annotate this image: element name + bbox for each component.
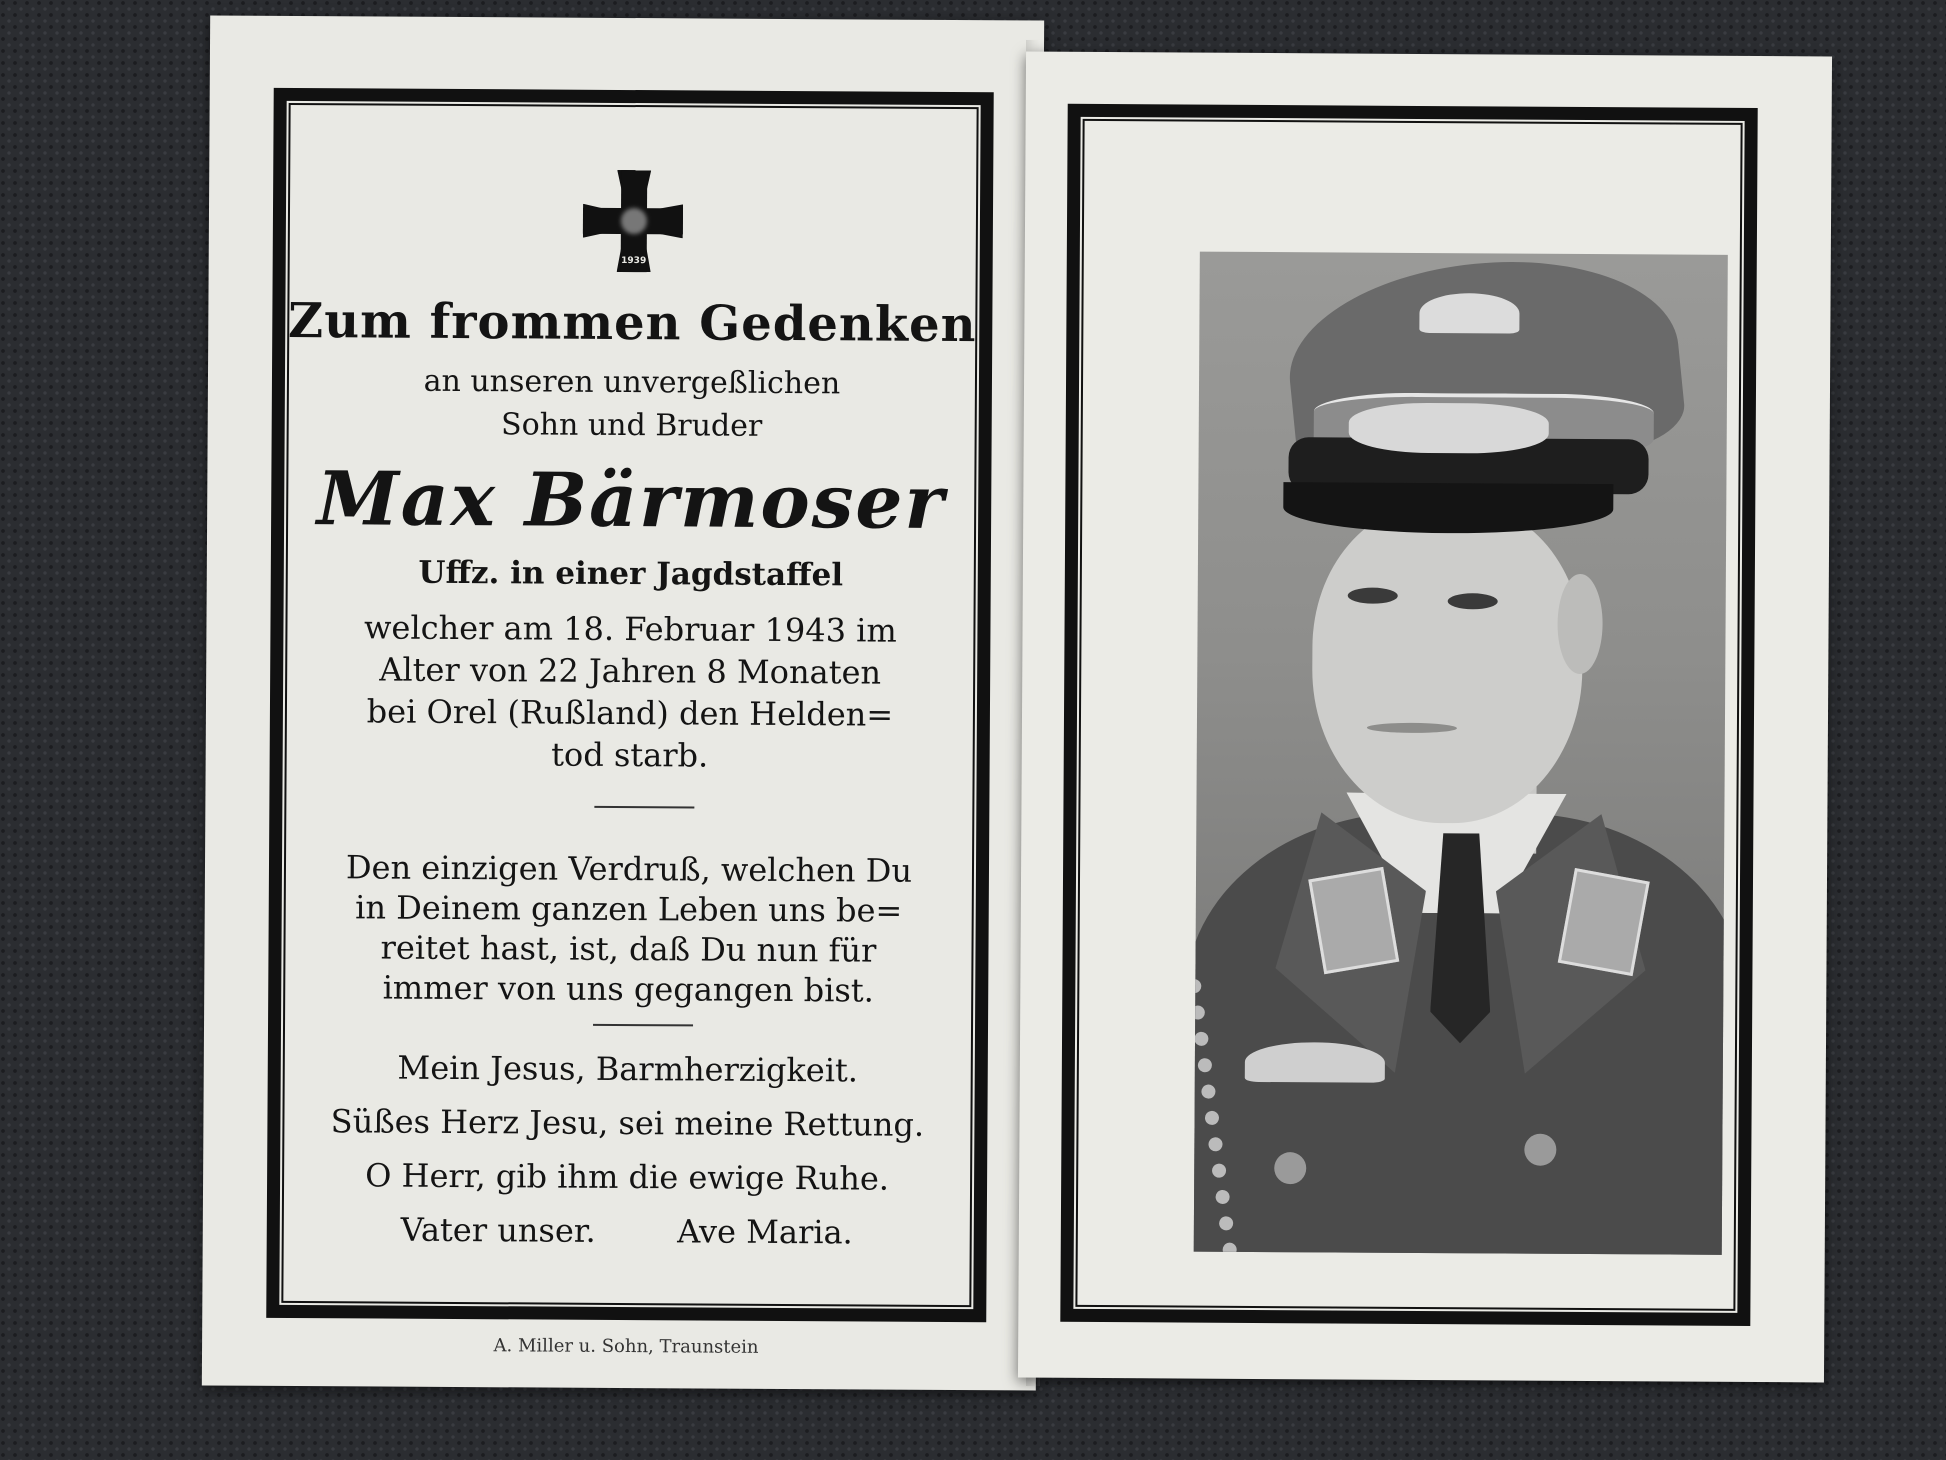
memorial-text: [266, 88, 994, 1322]
subtitle-line: an unseren unvergeßlichen: [423, 363, 841, 402]
iron-cross-icon: [583, 170, 684, 273]
verse-line: in Deinem ganzen Leben uns be=: [355, 888, 903, 930]
memorial-card-right-page: [1018, 52, 1832, 1383]
black-border-frame: [1060, 104, 1757, 1326]
prayer-line: Süßes Herz Jesu, sei meine Rettung.: [330, 1102, 925, 1144]
death-text-line: welcher am 18. Februar 1943 im: [363, 608, 897, 650]
death-text-line: Alter von 22 Jahren 8 Monaten: [379, 650, 882, 692]
verse-line: Den einzigen Verdruß, welchen Du: [345, 848, 913, 890]
death-text-line: tod starb.: [551, 735, 709, 775]
prayer-line: O Herr, gib ihm die ewige Ruhe.: [365, 1156, 890, 1198]
military-rank: Uffz. in einer Jagdstaffel: [418, 554, 844, 594]
printer-imprint: A. Miller u. Sohn, Traunstein: [493, 1335, 759, 1358]
divider: [594, 806, 694, 809]
verse-line: immer von uns gegangen bist.: [382, 968, 874, 1010]
portrait-photo: [1194, 252, 1728, 1255]
subtitle-line: Sohn und Bruder: [500, 407, 763, 444]
heading: Zum frommen Gedenken: [287, 292, 977, 354]
emblem-year: 1939: [621, 255, 647, 267]
death-text-line: bei Orel (Rußland) den Helden=: [366, 692, 894, 734]
prayer-line: Vater unser. Ave Maria.: [400, 1210, 853, 1252]
verse-line: reitet hast, ist, daß Du nun für: [380, 928, 877, 970]
prayer-line: Mein Jesus, Barmherzigkeit.: [397, 1048, 859, 1090]
divider: [593, 1024, 693, 1027]
memorial-card-left-page: [202, 15, 1044, 1390]
deceased-name: Max Bärmoser: [316, 456, 946, 546]
